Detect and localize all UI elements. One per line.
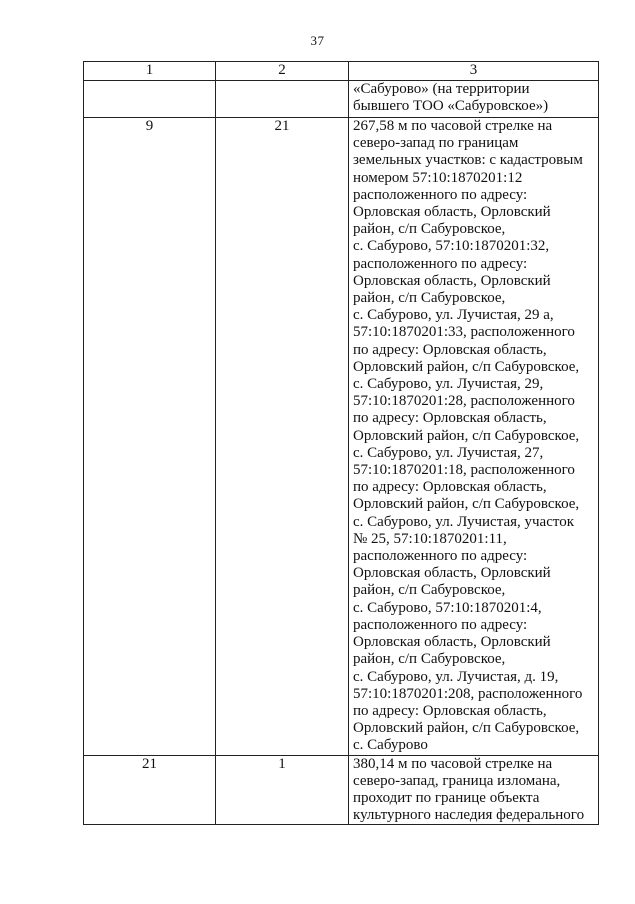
point-to-cell: 21 (216, 118, 349, 756)
column-header-2: 2 (216, 62, 349, 81)
table-row (84, 755, 599, 825)
table-header-row (84, 62, 599, 81)
column-header-3: 3 (349, 62, 599, 81)
boundary-description-cell: «Сабурово» (на территории бывшего ТОО «Сабуровское») (349, 81, 599, 118)
table-row (84, 118, 599, 756)
point-from-cell (84, 81, 216, 118)
page-number: 37 (310, 33, 325, 48)
point-from-cell: 21 (84, 755, 216, 825)
point-to-cell (216, 81, 349, 118)
boundary-description-cell: 380,14 м по часовой стрелке на северо-запад, граница изломана, проходит по границе объекта культурного наследия федерального (349, 755, 599, 825)
column-header-1: 1 (84, 62, 216, 81)
boundary-description-cell: 267,58 м по часовой стрелке на северо-запад по границам земельных участков: с кадастровым номером 57:10:1870201:12 расположенного по адресу: Орловская область, Орловский район, с/п Сабуровское, с. Сабурово, 57:10:1870201:32, расположенного по адресу: Орловская область, Орловский район, с/п Сабуровское, с. Сабурово, ул. Лучистая, 29 а, 57:10:1870201:33, расположенного по адресу: Орловская область, Орловский район, с/п Сабуровское, с. Сабурово, ул. Лучистая, 29, 57:10:1870201:28, расположенного по адресу: Орловская область, Орловский район, с/п Сабуровское, с. Сабурово, ул. Лучистая, 27, 57:10:1870201:18, расположенного по адресу: Орловская область, Орловский район, с/п Сабуровское, с. Сабурово, ул. Лучистая, участок № 25, 57:10:1870201:11, расположенного по адресу: Орловская область, Орловский район, с/п Сабуровское, с. Сабурово, 57:10:1870201:4, расположенного по адресу: Орловская область, Орловский район, с/п Сабуровское, с. Сабурово, ул. Лучистая, д. 19, 57:10:1870201:208, расположенного по адресу: Орловская область, Орловский район, с/п Сабуровское, с. Сабурово (349, 118, 599, 756)
boundary-table (83, 61, 599, 825)
table-row (84, 81, 599, 118)
point-from-cell: 9 (84, 118, 216, 756)
point-to-cell: 1 (216, 755, 349, 825)
